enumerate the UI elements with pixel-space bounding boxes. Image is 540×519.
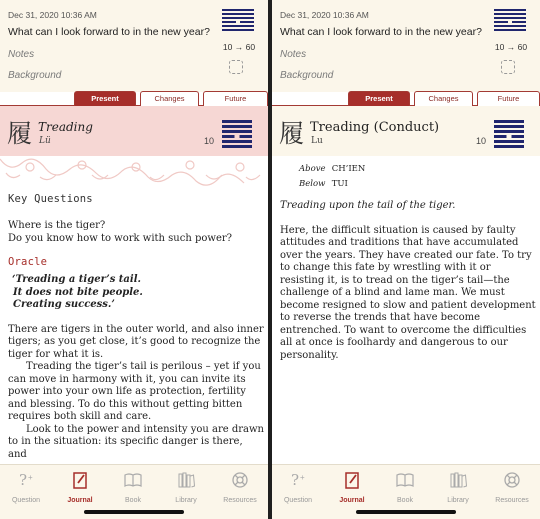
question-icon xyxy=(16,470,36,490)
above-trigram: CH’IEN xyxy=(331,164,366,174)
hexagram-change: 10 → 60 xyxy=(222,42,256,52)
reading-tabs xyxy=(272,90,540,106)
hexagram-change: 10 → 60 xyxy=(494,42,528,52)
key-questions-heading: Key Questions xyxy=(8,193,93,205)
hexagram-pinyin: Lü xyxy=(39,136,51,146)
tab-future[interactable]: Future xyxy=(477,91,540,106)
nav-library[interactable] xyxy=(160,470,212,504)
commentary: Here, the difficult situation is caused by faulty attitudes and traditions that have accumulated over the years. They have created our fate. To try to change this fate by wrestling with it or resisting it, is to tread on the tiger’s tail—the challenge of a blind and lame man. We must become resigned to slow and patient development to reverse the trends that have become entrenched. To want to overcome the difficulties all at once is foolhardy and dangerous to our personality. xyxy=(280,224,536,361)
judgement: Treading upon the tail of the tiger. xyxy=(280,200,456,211)
hexagram-name: Treading (Conduct) xyxy=(310,120,440,135)
journal-icon xyxy=(342,470,362,490)
tab-present[interactable]: Present xyxy=(74,91,136,106)
nav-label: Resources xyxy=(495,497,529,504)
key-question: Do you know how to work with such power? xyxy=(8,232,233,244)
oracle-line: ‘Treading a tiger’s tail. xyxy=(12,274,141,285)
nav-label: Question xyxy=(11,497,41,504)
book-icon xyxy=(395,470,415,490)
hexagram-title-bar xyxy=(0,106,268,156)
hexagram-chinese-glyph: 履 xyxy=(7,119,33,148)
tab-changes[interactable]: Changes xyxy=(140,91,199,106)
nav-resources[interactable] xyxy=(214,470,266,504)
nav-library[interactable] xyxy=(432,470,484,504)
reading-question[interactable]: What can I look forward to in the new year? xyxy=(280,26,482,38)
paragraph: Treading the tiger’s tail is perilous – yet if you can move in harmony with it, you can invite its power into your own life as protection, fertility and blessing. To do this without getting bitten requires both skill and care. xyxy=(8,361,261,422)
lifebuoy-icon xyxy=(230,470,250,490)
hexagram-mini-icon[interactable] xyxy=(222,9,254,33)
hexagram-pinyin: Lu xyxy=(311,136,323,146)
oracle-heading: Oracle xyxy=(8,256,48,268)
right-panel xyxy=(272,0,540,519)
below-trigram: TUI xyxy=(331,179,348,189)
nav-label: Resources xyxy=(223,497,257,504)
journal-icon xyxy=(70,470,90,490)
hexagram-name: Treading xyxy=(38,120,93,134)
nav-book[interactable] xyxy=(379,470,431,504)
nav-label: Book xyxy=(397,497,413,504)
paragraph: There are tigers in the outer world, and also inner tigers; as you get close, it’s good to recognize the tiger for what it is. xyxy=(8,323,264,360)
cloud-swirl-decoration xyxy=(0,155,268,189)
nav-label: Question xyxy=(283,497,313,504)
image-placeholder-icon[interactable] xyxy=(229,60,243,74)
reading-header xyxy=(272,0,540,92)
reading-content xyxy=(280,200,536,362)
nav-journal[interactable] xyxy=(326,470,378,504)
nav-question[interactable] xyxy=(272,470,324,504)
nav-label: Journal xyxy=(339,497,365,504)
hexagram-mini-icon[interactable] xyxy=(494,9,526,33)
reading-date: Dec 31, 2020 10:36 AM xyxy=(8,10,97,20)
nav-label: Library xyxy=(175,497,197,504)
book-icon xyxy=(123,470,143,490)
above-label: Above xyxy=(299,164,326,174)
svg-text:?: ? xyxy=(291,471,300,489)
reading-date: Dec 31, 2020 10:36 AM xyxy=(280,10,369,20)
trigrams xyxy=(299,164,365,189)
background-field[interactable]: Background xyxy=(8,70,62,81)
svg-text:+: + xyxy=(28,473,33,482)
below-label: Below xyxy=(299,179,326,189)
reading-content xyxy=(8,193,264,461)
notes-field[interactable]: Notes xyxy=(280,49,307,60)
nav-resources[interactable] xyxy=(486,470,538,504)
left-panel xyxy=(0,0,268,519)
key-question: Where is the tiger? xyxy=(8,220,106,231)
nav-question[interactable] xyxy=(0,470,52,504)
svg-text:?: ? xyxy=(19,471,28,489)
hexagram-icon xyxy=(494,120,524,150)
reading-tabs xyxy=(0,90,268,106)
reading-question[interactable]: What can I look forward to in the new year? xyxy=(8,26,210,38)
oracle-line: It does not bite people. xyxy=(13,286,143,298)
image-placeholder-icon[interactable] xyxy=(501,60,515,74)
hexagram-title-bar xyxy=(272,106,540,156)
nav-label: Book xyxy=(125,497,141,504)
notes-field[interactable]: Notes xyxy=(8,49,35,60)
tab-present[interactable]: Present xyxy=(348,91,410,106)
oracle-line: Creating success.’ xyxy=(13,299,115,310)
nav-label: Journal xyxy=(67,497,93,504)
library-icon xyxy=(176,470,196,490)
home-indicator[interactable] xyxy=(84,510,184,514)
hexagram-number: 10 xyxy=(203,136,214,146)
question-icon xyxy=(288,470,308,490)
lifebuoy-icon xyxy=(502,470,522,490)
hexagram-chinese-glyph: 履 xyxy=(279,119,305,148)
background-field[interactable]: Background xyxy=(280,70,334,81)
nav-journal[interactable] xyxy=(54,470,106,504)
library-icon xyxy=(448,470,468,490)
home-indicator[interactable] xyxy=(356,510,456,514)
paragraph: Look to the power and intensity you are drawn to in the situation: its specific danger is there, and xyxy=(8,423,264,460)
hexagram-number: 10 xyxy=(475,136,486,146)
hexagram-icon xyxy=(222,120,252,150)
svg-text:+: + xyxy=(300,473,305,482)
tab-future[interactable]: Future xyxy=(203,91,268,106)
nav-book[interactable] xyxy=(107,470,159,504)
nav-label: Library xyxy=(447,497,469,504)
tab-changes[interactable]: Changes xyxy=(414,91,473,106)
reading-header xyxy=(0,0,268,92)
